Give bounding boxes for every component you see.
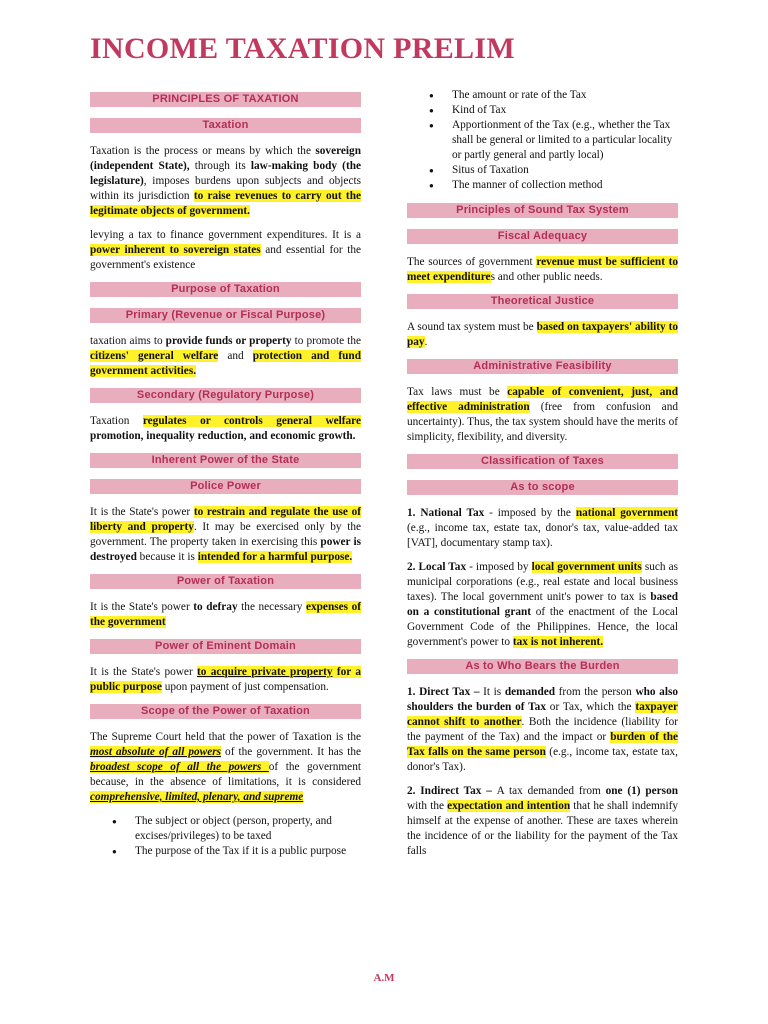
section-header-admin-feasibility: Administrative Feasibility (407, 359, 678, 374)
power-of-taxation-text: It is the State's power to defray the necessary expenses of the government (90, 601, 361, 628)
document-title: INCOME TAXATION PRELIM (90, 32, 515, 65)
section-header-secondary: Secondary (Regulatory Purpose) (90, 388, 361, 403)
secondary-purpose-text: Taxation regulates or controls general welfare promotion, inequality reduction, and economic growth. (90, 415, 361, 442)
section-header-burden: As to Who Bears the Burden (407, 659, 678, 674)
section-header-primary: Primary (Revenue or Fiscal Purpose) (90, 308, 361, 323)
section-header-classification: Classification of Taxes (407, 454, 678, 469)
section-header-scope: Scope of the Power of Taxation (90, 704, 361, 719)
indirect-tax-text: 2. Indirect Tax – A tax demanded from one (1) person with the expectation and intention that he shall indemnify himself at the expense of another. These are taxes wherein the incidence of or the liability for the payment of the Tax falls (407, 785, 679, 857)
list-item: ● Apportionment of the Tax (e.g., whether the Tax shall be general or limited to a particular locality or partly general and partly local) (407, 118, 678, 163)
right-column (407, 88, 678, 868)
list-item: ● The manner of collection method (407, 178, 678, 193)
section-header-taxation: Taxation (90, 118, 361, 133)
section-header-inherent: Inherent Power of the State (90, 453, 361, 468)
list-item: ● Kind of Tax (407, 103, 678, 118)
police-power-text: It is the State's power to restrain and regulate the use of liberty and property. It may be exercised only by the government. The property taken in exercising this power is destroyed because it is intended for a harmful purpose. (90, 506, 361, 563)
section-header-sound-tax: Principles of Sound Tax System (407, 203, 678, 218)
section-header-as-to-scope: As to scope (407, 480, 678, 495)
taxation-definition: Taxation is the process or means by which the sovereign (independent State), through its law-making body (the legislature), imposes burdens upon subjects and objects within its jurisdiction to raise revenues to carry out the legitimate objects of government. (90, 145, 361, 217)
direct-tax-text: 1. Direct Tax – It is demanded from the person who also shoulders the burden of Tax or Tax, which the taxpayer cannot shift to another. Both the incidence (liability for the payment of the Tax) and the impact or burden of the Tax falls on the same person (e.g., income tax, estate tax, donor's Tax). (407, 686, 679, 773)
left-column (90, 88, 361, 867)
section-header-power-of-taxation: Power of Taxation (90, 574, 361, 589)
list-item: ● Situs of Taxation (407, 163, 678, 178)
admin-feasibility-text: Tax laws must be capable of convenient, just, and effective administration (free from confusion and uncertainty). Thus, the tax system should have the merits of simplicity, flexibility, and diversity. (407, 386, 678, 443)
section-header-police: Police Power (90, 479, 361, 494)
national-tax-text: 1. National Tax - imposed by the national government (e.g., income tax, estate tax, donor's tax, value-added tax [VAT], documentary stamp tax). (407, 507, 679, 549)
list-item: ● The subject or object (person, property, and excises/privileges) to be taxed (90, 814, 361, 844)
footer-initials: A.M (373, 972, 395, 984)
primary-purpose-text: taxation aims to provide funds or property to promote the citizens' general welfare and protection and fund government activities. (90, 335, 361, 377)
section-header-principles: PRINCIPLES OF TAXATION (90, 92, 361, 107)
section-header-fiscal-adequacy: Fiscal Adequacy (407, 229, 678, 244)
list-item: ● The purpose of the Tax if it is a public purpose (90, 844, 361, 859)
fiscal-adequacy-text: The sources of government revenue must be sufficient to meet expenditures and other public needs. (407, 256, 678, 283)
scope-text: The Supreme Court held that the power of Taxation is the most absolute of all powers of the government. It has the broadest scope of all the powers of the government because, in the absence of limitations, it is considered comprehensive, limited, plenary, and supreme (90, 731, 361, 803)
scope-list-continued (407, 88, 678, 193)
scope-list (90, 814, 361, 859)
taxation-levying: levying a tax to finance government expenditures. It is a power inherent to sovereign states and essential for the government's existence (90, 229, 361, 271)
eminent-domain-text: It is the State's power to acquire private property for a public purpose upon payment of just compensation. (90, 666, 362, 693)
local-tax-text: 2. Local Tax - imposed by local government units such as municipal corporations (e.g., real estate and local business taxes). The local government unit's power to tax is based on a constitutional grant of the enactment of the Local Government Code of the Philippines. Hence, the local government's power to tax is not inherent. (407, 561, 678, 648)
section-header-purpose: Purpose of Taxation (90, 282, 361, 297)
section-header-theoretical-justice: Theoretical Justice (407, 294, 678, 309)
list-item: ● The amount or rate of the Tax (407, 88, 678, 103)
theoretical-justice-text: A sound tax system must be based on taxpayers' ability to pay. (407, 321, 678, 348)
section-header-eminent-domain: Power of Eminent Domain (90, 639, 361, 654)
